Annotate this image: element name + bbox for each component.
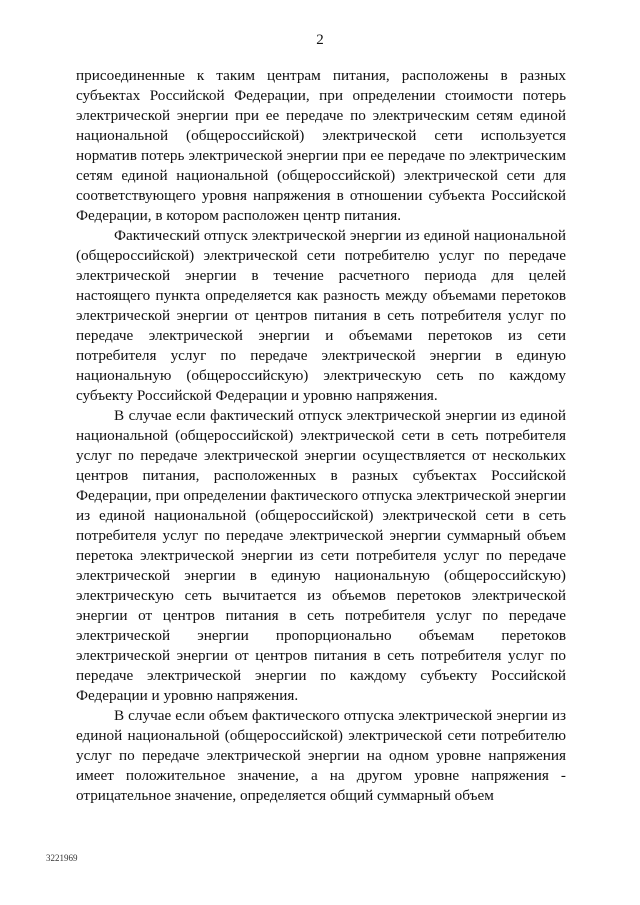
text-line: потребителя услуг по передаче электрической энергии суммарный объем — [76, 527, 566, 544]
text-line: перетока электрической энергии из сети потребителя услуг по передаче — [76, 547, 566, 564]
text-line: услуг по передаче электрической энергии осуществляется от нескольких — [76, 447, 566, 464]
text-line: энергии от центров питания в сеть потребителя услуг по передаче — [76, 607, 566, 624]
text-line: Федерации и уровню напряжения. — [76, 687, 299, 704]
text-line: В случае если объем фактического отпуска электрической энергии из — [114, 707, 566, 724]
text-line: электрической энергии пропорционально объемам перетоков — [76, 627, 566, 644]
text-line: имеет положительное значение, а на другом уровне напряжения - — [76, 767, 566, 784]
text-line: центров питания, расположенных в разных субъектах Российской — [76, 467, 566, 484]
text-line: присоединенные к таким центрам питания, расположены в разных — [76, 67, 566, 84]
text-line: (общероссийской) электрической сети потребителю услуг по передаче — [76, 247, 566, 264]
text-line: национальную (общероссийскую) электрическую сеть по каждому — [76, 367, 566, 384]
paragraph — [76, 406, 566, 706]
text-line: электрической энергии в единую национальную (общероссийскую) — [76, 567, 566, 584]
text-line: передаче электрической энергии по каждому субъекту Российской — [76, 667, 566, 684]
text-line: национальной (общероссийской) электрической сети в сеть потребителя — [76, 427, 566, 444]
text-line: субъекту Российской Федерации и уровню напряжения. — [76, 387, 438, 404]
text-line: передаче электрической энергии и объемами перетоков из сети — [76, 327, 566, 344]
text-line: соответствующего уровня напряжения в отношении субъекта Российской — [76, 187, 566, 204]
paragraph — [76, 706, 566, 806]
text-line: субъектах Российской Федерации, при определении стоимости потерь — [76, 87, 566, 104]
text-line: потребителя услуг по передаче электрической энергии в единую — [76, 347, 566, 364]
paragraph — [76, 66, 566, 226]
text-line: электрической энергии от центров питания в сеть потребителя услуг по — [76, 647, 566, 664]
text-line: В случае если фактический отпуск электрической энергии из единой — [114, 407, 566, 424]
text-line: единой национальной (общероссийской) электрической сети потребителю — [76, 727, 566, 744]
text-line: сетям единой национальной (общероссийской) электрической сети для — [76, 167, 566, 184]
text-line: услуг по передаче электрической энергии на одном уровне напряжения — [76, 747, 566, 764]
text-line: Фактический отпуск электрической энергии из единой национальной — [114, 227, 566, 244]
text-line: Федерации, в котором расположен центр питания. — [76, 207, 402, 224]
page-number: 2 — [316, 32, 324, 48]
text-line: электрической энергии от центров питания в сеть потребителя услуг по — [76, 307, 566, 324]
text-line: настоящего пункта определяется как разность между объемами перетоков — [76, 287, 566, 304]
text-line: Федерации, при определении фактического отпуска электрической энергии — [76, 487, 566, 504]
document-code: 3221969 — [46, 853, 78, 863]
text-line: электрической энергии при ее передаче по электрическим сетям единой — [76, 107, 566, 124]
text-line: электрической энергии в течение расчетного периода для целей — [76, 267, 566, 284]
text-line: из единой национальной (общероссийской) электрической сети в сеть — [76, 507, 566, 524]
text-line: электрическую сеть вычитается из объемов перетоков электрической — [76, 587, 566, 604]
text-line: национальной (общероссийской) электрической сети используется — [76, 127, 566, 144]
text-line: норматив потерь электрической энергии при ее передаче по электрическим — [76, 147, 566, 164]
body-text — [76, 66, 566, 806]
paragraph — [76, 226, 566, 406]
text-line: отрицательное значение, определяется общий суммарный объем — [76, 787, 494, 804]
